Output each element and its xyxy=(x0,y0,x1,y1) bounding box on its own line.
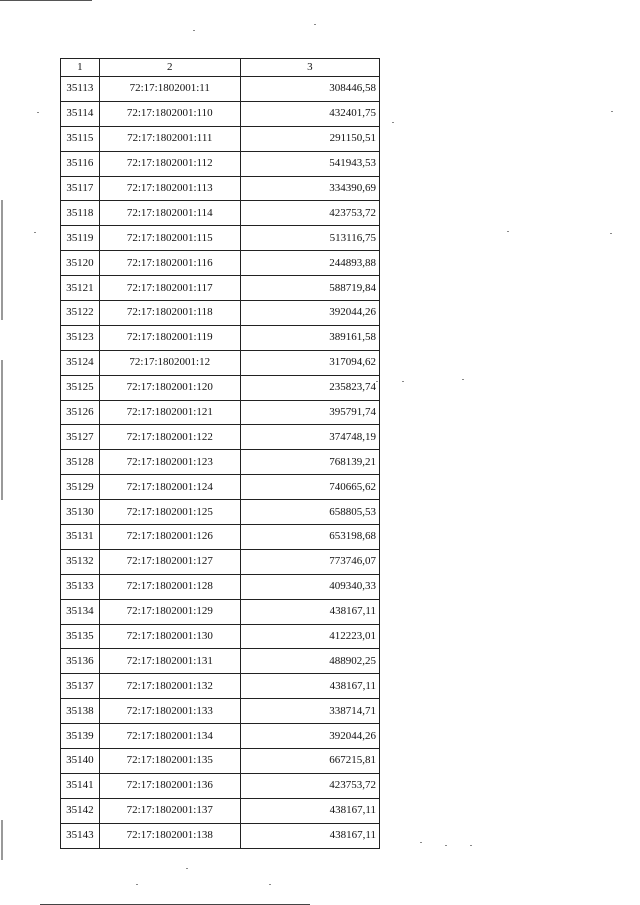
row-number-cell: 35117 xyxy=(61,176,100,201)
cadastral-number-cell: 72:17:1802001:119 xyxy=(99,325,240,350)
scan-border-line-top xyxy=(0,0,92,1)
value-cell: 432401,75 xyxy=(240,101,379,126)
scan-speck xyxy=(610,233,612,234)
scan-speck xyxy=(269,884,271,885)
scan-speck xyxy=(611,111,613,112)
value-cell: 438167,11 xyxy=(240,599,379,624)
value-cell: 423753,72 xyxy=(240,773,379,798)
scan-speck xyxy=(193,30,195,31)
row-number-cell: 35131 xyxy=(61,525,100,550)
row-number-cell: 35138 xyxy=(61,699,100,724)
table-row xyxy=(61,674,380,699)
scan-speck xyxy=(34,232,36,233)
value-cell: 740665,62 xyxy=(240,475,379,500)
scan-speck xyxy=(445,845,447,846)
table-row xyxy=(61,301,380,326)
header-col-2: 2 xyxy=(99,59,240,77)
cadastral-number-cell: 72:17:1802001:115 xyxy=(99,226,240,251)
value-cell: 412223,01 xyxy=(240,624,379,649)
row-number-cell: 35124 xyxy=(61,350,100,375)
value-cell: 244893,88 xyxy=(240,251,379,276)
value-cell: 438167,11 xyxy=(240,823,379,848)
scan-speck xyxy=(420,842,422,843)
table-row xyxy=(61,649,380,674)
row-number-cell: 35127 xyxy=(61,425,100,450)
row-number-cell: 35121 xyxy=(61,276,100,301)
header-col-3: 3 xyxy=(240,59,379,77)
value-cell: 423753,72 xyxy=(240,201,379,226)
scan-speck xyxy=(136,884,138,885)
cadastral-number-cell: 72:17:1802001:118 xyxy=(99,301,240,326)
row-number-cell: 35133 xyxy=(61,574,100,599)
row-number-cell: 35125 xyxy=(61,375,100,400)
cadastral-number-cell: 72:17:1802001:130 xyxy=(99,624,240,649)
value-cell: 317094,62 xyxy=(240,350,379,375)
value-cell: 773746,07 xyxy=(240,549,379,574)
row-number-cell: 35141 xyxy=(61,773,100,798)
cadastral-number-cell: 72:17:1802001:131 xyxy=(99,649,240,674)
value-cell: 392044,26 xyxy=(240,724,379,749)
cadastral-number-cell: 72:17:1802001:122 xyxy=(99,425,240,450)
cadastral-number-cell: 72:17:1802001:12 xyxy=(99,350,240,375)
table-row xyxy=(61,151,380,176)
value-cell: 588719,84 xyxy=(240,276,379,301)
table-row xyxy=(61,749,380,774)
cadastral-number-cell: 72:17:1802001:136 xyxy=(99,773,240,798)
table-row xyxy=(61,823,380,848)
table-row xyxy=(61,798,380,823)
row-number-cell: 35118 xyxy=(61,201,100,226)
cadastral-number-cell: 72:17:1802001:114 xyxy=(99,201,240,226)
value-cell: 438167,11 xyxy=(240,798,379,823)
cadastral-number-cell: 72:17:1802001:128 xyxy=(99,574,240,599)
table-row xyxy=(61,549,380,574)
table-body xyxy=(61,59,380,849)
table-row xyxy=(61,176,380,201)
scan-edge-mark xyxy=(1,360,3,500)
value-cell: 308446,58 xyxy=(240,77,379,102)
value-cell: 395791,74 xyxy=(240,400,379,425)
value-cell: 541943,53 xyxy=(240,151,379,176)
scan-speck xyxy=(507,231,509,232)
scan-speck xyxy=(462,379,464,380)
value-cell: 291150,51 xyxy=(240,126,379,151)
row-number-cell: 35116 xyxy=(61,151,100,176)
cadastral-number-cell: 72:17:1802001:124 xyxy=(99,475,240,500)
table-row xyxy=(61,201,380,226)
scan-speck xyxy=(392,122,394,123)
table-row xyxy=(61,325,380,350)
row-number-cell: 35143 xyxy=(61,823,100,848)
header-col-1: 1 xyxy=(61,59,100,77)
cadastral-table xyxy=(60,58,380,849)
table-row xyxy=(61,724,380,749)
row-number-cell: 35134 xyxy=(61,599,100,624)
value-cell: 409340,33 xyxy=(240,574,379,599)
cadastral-number-cell: 72:17:1802001:116 xyxy=(99,251,240,276)
row-number-cell: 35120 xyxy=(61,251,100,276)
table-row xyxy=(61,350,380,375)
row-number-cell: 35140 xyxy=(61,749,100,774)
cadastral-number-cell: 72:17:1802001:110 xyxy=(99,101,240,126)
table-row xyxy=(61,251,380,276)
table-row xyxy=(61,699,380,724)
cadastral-number-cell: 72:17:1802001:123 xyxy=(99,450,240,475)
cadastral-number-cell: 72:17:1802001:129 xyxy=(99,599,240,624)
cadastral-number-cell: 72:17:1802001:133 xyxy=(99,699,240,724)
row-number-cell: 35113 xyxy=(61,77,100,102)
table-row xyxy=(61,226,380,251)
value-cell: 768139,21 xyxy=(240,450,379,475)
table-row xyxy=(61,276,380,301)
row-number-cell: 35139 xyxy=(61,724,100,749)
cadastral-number-cell: 72:17:1802001:113 xyxy=(99,176,240,201)
scan-edge-mark xyxy=(1,200,3,320)
table-header-row xyxy=(61,59,380,77)
table-row xyxy=(61,425,380,450)
table-row xyxy=(61,126,380,151)
value-cell: 334390,69 xyxy=(240,176,379,201)
value-cell: 488902,25 xyxy=(240,649,379,674)
scan-speck xyxy=(314,24,316,25)
scan-speck xyxy=(186,868,188,869)
table-row xyxy=(61,773,380,798)
table-row xyxy=(61,624,380,649)
cadastral-number-cell: 72:17:1802001:112 xyxy=(99,151,240,176)
row-number-cell: 35137 xyxy=(61,674,100,699)
table-row xyxy=(61,77,380,102)
value-cell: 658805,53 xyxy=(240,500,379,525)
table-row xyxy=(61,574,380,599)
table-row xyxy=(61,599,380,624)
scan-speck xyxy=(470,845,472,846)
cadastral-number-cell: 72:17:1802001:11 xyxy=(99,77,240,102)
value-cell: 389161,58 xyxy=(240,325,379,350)
row-number-cell: 35123 xyxy=(61,325,100,350)
row-number-cell: 35126 xyxy=(61,400,100,425)
row-number-cell: 35115 xyxy=(61,126,100,151)
cadastral-number-cell: 72:17:1802001:117 xyxy=(99,276,240,301)
row-number-cell: 35132 xyxy=(61,549,100,574)
row-number-cell: 35136 xyxy=(61,649,100,674)
table-row xyxy=(61,500,380,525)
value-cell: 667215,81 xyxy=(240,749,379,774)
row-number-cell: 35128 xyxy=(61,450,100,475)
cadastral-number-cell: 72:17:1802001:137 xyxy=(99,798,240,823)
value-cell: 438167,11 xyxy=(240,674,379,699)
table-row xyxy=(61,525,380,550)
cadastral-number-cell: 72:17:1802001:126 xyxy=(99,525,240,550)
row-number-cell: 35135 xyxy=(61,624,100,649)
value-cell: 338714,71 xyxy=(240,699,379,724)
value-cell: 392044,26 xyxy=(240,301,379,326)
cadastral-number-cell: 72:17:1802001:134 xyxy=(99,724,240,749)
table-row xyxy=(61,400,380,425)
row-number-cell: 35142 xyxy=(61,798,100,823)
cadastral-number-cell: 72:17:1802001:127 xyxy=(99,549,240,574)
scan-speck xyxy=(37,112,39,113)
row-number-cell: 35129 xyxy=(61,475,100,500)
row-number-cell: 35130 xyxy=(61,500,100,525)
row-number-cell: 35114 xyxy=(61,101,100,126)
value-cell: 653198,68 xyxy=(240,525,379,550)
table-row xyxy=(61,450,380,475)
table-row xyxy=(61,101,380,126)
scan-speck xyxy=(402,381,404,382)
row-number-cell: 35122 xyxy=(61,301,100,326)
cadastral-number-cell: 72:17:1802001:135 xyxy=(99,749,240,774)
row-number-cell: 35119 xyxy=(61,226,100,251)
cadastral-number-cell: 72:17:1802001:132 xyxy=(99,674,240,699)
cadastral-number-cell: 72:17:1802001:125 xyxy=(99,500,240,525)
table-row xyxy=(61,375,380,400)
value-cell: 513116,75 xyxy=(240,226,379,251)
table-row xyxy=(61,475,380,500)
cadastral-number-cell: 72:17:1802001:121 xyxy=(99,400,240,425)
cadastral-number-cell: 72:17:1802001:111 xyxy=(99,126,240,151)
cadastral-number-cell: 72:17:1802001:138 xyxy=(99,823,240,848)
cadastral-number-cell: 72:17:1802001:120 xyxy=(99,375,240,400)
value-cell: 235823,74 xyxy=(240,375,379,400)
value-cell: 374748,19 xyxy=(240,425,379,450)
scan-edge-mark xyxy=(1,820,3,860)
